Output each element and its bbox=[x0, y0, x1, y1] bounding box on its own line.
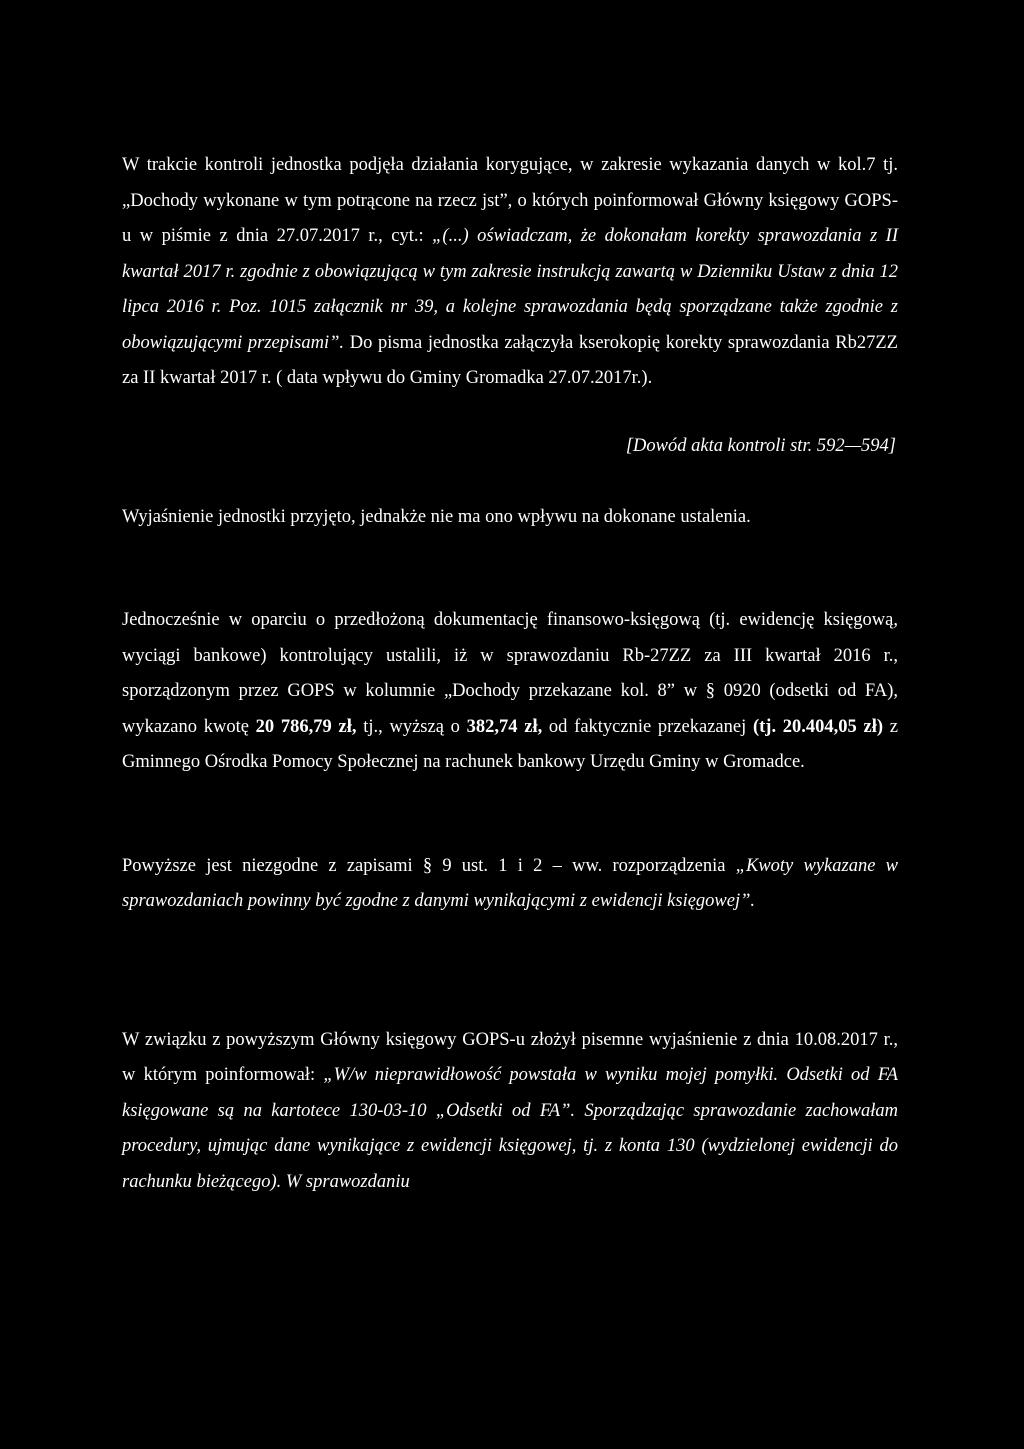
paragraph-corrective-actions bbox=[122, 148, 898, 397]
amount-difference: 382,74 zł, bbox=[466, 716, 543, 737]
paragraph-text: Do pisma jednostka załączyła kserokopię korekty sprawozdania Rb27ZZ za II kwartał 2017 r. ( data wpływu do Gminy Gromadka 27.07.2017r.). bbox=[122, 332, 898, 388]
paragraph-text: Powyższe jest niezgodne z zapisami § 9 ust. 1 i 2 – ww. rozporządzenia bbox=[122, 855, 736, 876]
evidence-reference: [Dowód akta kontroli str. 592—594] bbox=[625, 435, 896, 456]
amount-actual: (tj. 20.404,05 zł) bbox=[752, 716, 884, 737]
paragraph-text: W trakcie kontroli jednostka podjęła działania korygujące, w zakresie wykazania danych w kol.7 tj. „Dochody wykonane w tym potrącone na rzecz jst”, o których poinformował Główny księgowy GOPS-u w piśmie z dnia 27.07.2017 r., cyt.: bbox=[122, 155, 898, 246]
paragraph-text: tj., wyższą o bbox=[356, 716, 467, 737]
paragraph-text: z Gminnego Ośrodka Pomocy Społecznej na rachunek bankowy Urzędu Gminy w Gromadce. bbox=[122, 716, 898, 772]
paragraph-text: od faktycznie przekazanej bbox=[542, 716, 753, 737]
quoted-statement: „(...) oświadczam, że dokonałam korekty sprawozdania z II kwartał 2017 r. zgodnie z obowiązującą w tym zakresie instrukcją zawartą w Dzienniku Ustaw z dnia 12 lipca 2016 r. Poz. 1015 załącznik nr 39, a kolejne sprawozdania będą sporządzane także zgodnie z obowiązującymi przepisami”. bbox=[122, 226, 898, 353]
paragraph-accountant-explanation bbox=[122, 1023, 898, 1201]
document-body bbox=[122, 148, 898, 1200]
paragraph-findings bbox=[122, 603, 898, 781]
paragraph-text: W związku z powyższym Główny księgowy GOPS-u złożył pisemne wyjaśnienie z dnia 10.08.2017 r., w którym poinformował: bbox=[122, 1029, 898, 1085]
paragraph-regulation bbox=[122, 849, 898, 920]
paragraph-explanation-accepted: Wyjaśnienie jednostki przyjęto, jednakże nie ma ono wpływu na dokonane ustalenia. bbox=[122, 506, 751, 527]
amount-reported: 20 786,79 zł, bbox=[255, 716, 357, 737]
quoted-explanation: „W/w nieprawidłowość powstała w wyniku mojej pomyłki. Odsetki od FA księgowane są na kartotece 130-03-10 „Odsetki od FA”. Sporządzając sprawozdanie zachowałam procedury, ujmując dane wynikające z ewidencji księgowej, tj. z konta 130 (wydzielonej ewidencji do rachunku bieżącego). W sprawozdaniu bbox=[122, 1065, 898, 1192]
paragraph-text: Jednocześnie w oparciu o przedłożoną dokumentację finansowo-księgową (tj. ewidencję księgową, wyciągi bankowe) kontrolujący ustalili, iż w sprawozdaniu Rb-27ZZ za III kwartał 2016 r., sporządzonym przez GOPS w kolumnie „Dochody przekazane kol. 8” w § 0920 (odsetki od FA), wykazano kwotę bbox=[122, 610, 898, 737]
quoted-regulation: „Kwoty wykazane w sprawozdaniach powinny być zgodne z danymi wynikającymi z ewidencji księgowej”. bbox=[122, 855, 898, 911]
